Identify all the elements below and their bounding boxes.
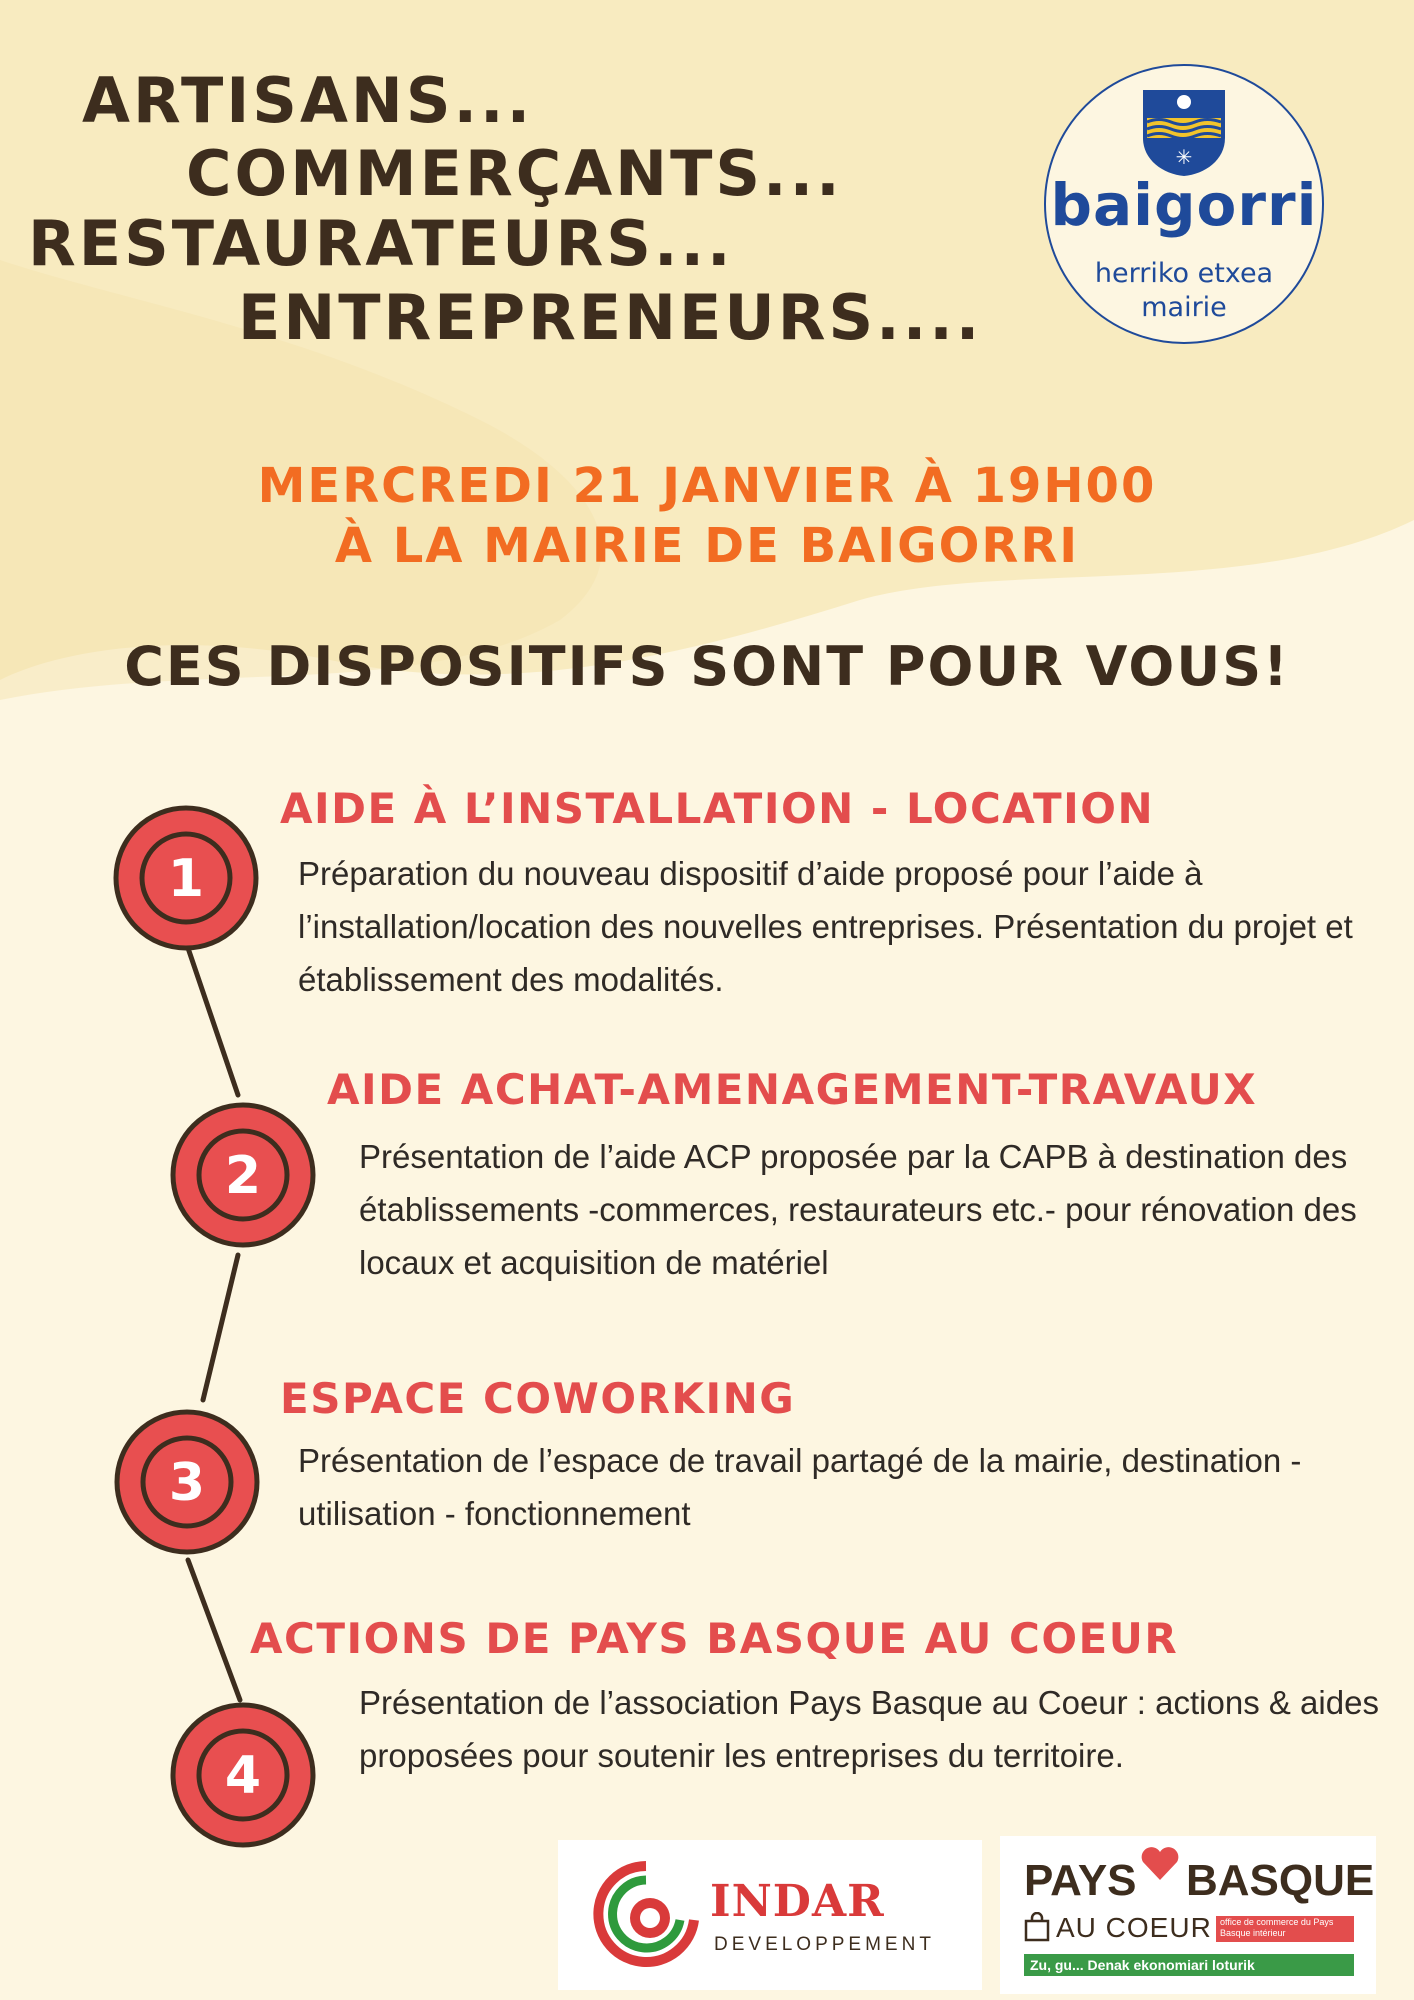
event-date: MERCREDI 21 JANVIER À 19H00	[257, 458, 1157, 514]
step-title-4: ACTIONS DE PAYS BASQUE AU COEUR	[250, 1614, 1179, 1663]
step-badge-1	[111, 803, 261, 953]
step-badge-3	[112, 1407, 262, 1557]
step-badge-4	[168, 1700, 318, 1850]
heading-line-entrepreneurs: ENTREPRENEURS....	[238, 281, 983, 354]
step-number-3: 3	[168, 1453, 206, 1513]
pbc-word-au-coeur: AU COEUR	[1056, 1912, 1212, 1943]
step-number-4: 4	[224, 1746, 262, 1806]
step-number-2: 2	[224, 1146, 262, 1206]
indar-name: INDAR	[710, 1876, 885, 1927]
step-number-1: 1	[167, 849, 205, 909]
heart-icon	[1140, 1846, 1180, 1882]
pbc-office-banner: office de commerce du Pays Basque intérieur	[1216, 1916, 1354, 1942]
logo-subtitle-line2: mairie	[1141, 292, 1227, 323]
indar-logo	[558, 1840, 982, 1990]
indar-tagline: DEVELOPPEMENT	[714, 1934, 935, 1955]
heading-line-commercants: COMMERÇANTS...	[186, 137, 843, 210]
indar-emblem-icon	[592, 1860, 700, 1970]
step-title-1: AIDE À L’INSTALLATION - LOCATION	[280, 784, 1155, 833]
logo-subtitle-line1: herriko etxea	[1094, 258, 1274, 289]
step-title-3: ESPACE COWORKING	[280, 1374, 796, 1423]
pbc-word-basque: BASQUE	[1186, 1856, 1375, 1905]
svg-text:✳: ✳	[1175, 145, 1193, 169]
heading-line-restaurateurs: RESTAURATEURS...	[28, 207, 734, 280]
step-text-2: Présentation de l’aide ACP proposée par la CAPB à destination des établissements -commerces, restaurateurs etc.- pour rénovation des locaux et acquisition de matériel	[359, 1138, 1357, 1281]
shopping-bag-icon	[1024, 1912, 1050, 1942]
step-title-2: AIDE ACHAT-AMENAGEMENT-TRAVAUX	[327, 1065, 1258, 1114]
step-text-1: Préparation du nouveau dispositif d’aide proposé pour l’aide à l’installation/location des nouvelles entreprises. Présentation du projet et établissement des modalités.	[298, 855, 1353, 998]
step-text-3: Présentation de l’espace de travail partagé de la mairie, destination - utilisation - fonctionnement	[298, 1442, 1302, 1532]
heading-line-artisans: ARTISANS...	[82, 64, 534, 137]
pbc-word-pays: PAYS	[1024, 1856, 1137, 1905]
subtitle: CES DISPOSITIFS SONT POUR VOUS!	[124, 635, 1290, 698]
step-badge-2	[168, 1100, 318, 1250]
pbc-slogan: Zu, gu... Denak ekonomiari loturik	[1024, 1954, 1354, 1976]
pays-basque-au-coeur-logo	[1000, 1836, 1376, 1994]
event-location: À LA MAIRIE DE BAIGORRI	[334, 518, 1080, 574]
step-text-4: Présentation de l’association Pays Basque au Coeur : actions & aides proposées pour soutenir les entreprises du territoire.	[359, 1684, 1379, 1774]
logo-name: baigorri	[1050, 171, 1318, 239]
